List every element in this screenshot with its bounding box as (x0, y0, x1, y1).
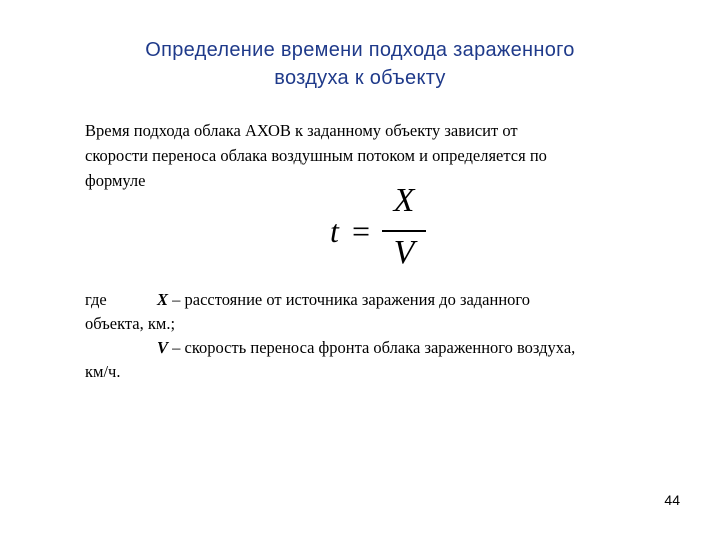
definitions (85, 288, 685, 384)
intro-line-3: формуле (85, 171, 146, 190)
formula (330, 183, 440, 273)
fraction-bar (382, 230, 426, 232)
intro-line-1: Время подхода облака АХОВ к заданному объекту зависит от (85, 121, 518, 140)
formula-equals: = (352, 213, 371, 249)
title-line-1: Определение времени подхода зараженного (145, 39, 575, 61)
definition-x-line-2: объекта, км.; (85, 314, 176, 333)
var-x: X (157, 290, 169, 309)
formula-denominator: V (393, 234, 415, 271)
title-line-2: воздуха к объекту (274, 67, 446, 89)
definition-v-line-1 (85, 336, 685, 360)
slide-title (60, 36, 660, 92)
definition-v-line-2: км/ч. (85, 362, 121, 381)
definition-x-line-1 (85, 288, 685, 312)
formula-lhs: t (330, 213, 339, 249)
intro-paragraph (85, 118, 665, 193)
where-word: где (85, 290, 107, 309)
x-text-1: – расстояние от источника заражения до заданного (168, 290, 531, 309)
var-v: V (157, 338, 169, 357)
page-number: 44 (664, 492, 680, 508)
formula-numerator: X (393, 182, 415, 219)
intro-line-2: скорости переноса облака воздушным потоком и определяется по (85, 146, 547, 165)
v-text-1: – скорость переноса фронта облака зараженного воздуха, (168, 338, 576, 357)
